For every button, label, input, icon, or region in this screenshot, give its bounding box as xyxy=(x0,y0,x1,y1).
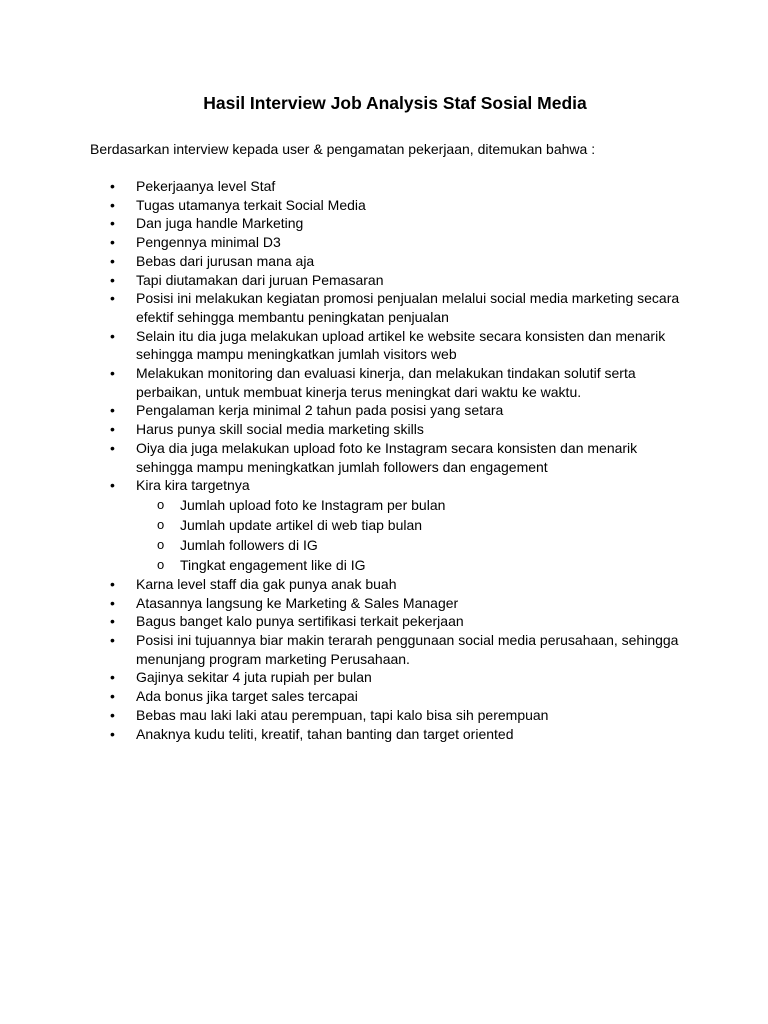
list-item-text: Bebas dari jurusan mana aja xyxy=(136,252,315,269)
bullet-icon: • xyxy=(110,594,115,611)
list-item xyxy=(0,725,768,744)
list-item xyxy=(0,631,768,668)
circle-bullet-icon: o xyxy=(157,516,165,532)
list-item-text: Selain itu dia juga melakukan upload artikel ke website secara konsisten dan menarik sehingga mampu meningkatkan jumlah visitors web xyxy=(136,327,666,363)
circle-bullet-icon: o xyxy=(157,496,165,512)
bullet-icon: • xyxy=(110,234,115,251)
bullet-icon: • xyxy=(110,327,115,344)
list-item xyxy=(0,687,768,706)
list-item xyxy=(0,233,768,252)
list-item xyxy=(0,271,768,290)
sub-list-item xyxy=(136,495,688,515)
list-item xyxy=(0,401,768,420)
sub-list-item-text: Jumlah upload foto ke Instagram per bulan xyxy=(180,496,446,513)
list-item xyxy=(0,177,768,196)
bullet-icon: • xyxy=(110,669,115,686)
list-item-text: Harus punya skill social media marketing skills xyxy=(136,421,424,438)
list-item-text: Bagus banget kalo punya sertifikasi terkait pekerjaan xyxy=(136,613,464,630)
list-item xyxy=(0,214,768,233)
bullet-icon: • xyxy=(110,706,115,723)
list-item-text: Posisi ini melakukan kegiatan promosi penjualan melalui social media marketing secara efektif sehingga membantu peningkatan penjualan xyxy=(136,290,680,325)
bullet-icon: • xyxy=(110,439,115,456)
list-item xyxy=(0,594,768,613)
list-item-text: Bebas mau laki laki atau perempuan, tapi kalo bisa sih perempuan xyxy=(136,706,549,723)
list-item xyxy=(0,420,768,439)
sub-list-item-text: Jumlah followers di IG xyxy=(180,536,318,553)
bullet-icon: • xyxy=(110,725,115,742)
list-item-text: Melakukan monitoring dan evaluasi kinerja, dan melakukan tindakan solutif serta perbaikan, untuk membuat kinerja terus meningkat dari waktu ke waktu. xyxy=(136,365,636,400)
list-item xyxy=(0,476,768,575)
list-item-text: Posisi ini tujuannya biar makin terarah penggunaan social media perusahaan, sehingga menunjang program marketing Perusahaan. xyxy=(136,632,679,667)
bullet-icon: • xyxy=(110,252,115,269)
list-item-text: Pengalaman kerja minimal 2 tahun pada posisi yang setara xyxy=(136,402,504,419)
bullet-icon: • xyxy=(110,688,115,705)
document-title: Hasil Interview Job Analysis Staf Sosial Media xyxy=(203,93,587,113)
list-item-text: Karna level staff dia gak punya anak buah xyxy=(136,575,397,592)
list-item xyxy=(0,612,768,631)
sub-list-item xyxy=(136,555,688,575)
bullet-icon: • xyxy=(110,402,115,419)
circle-bullet-icon: o xyxy=(157,536,165,552)
circle-bullet-icon: o xyxy=(157,556,165,572)
list-item-text: Pekerjaanya level Staf xyxy=(136,178,276,194)
list-item xyxy=(0,327,768,364)
bullet-icon: • xyxy=(110,178,115,194)
list-item-text: Tugas utamanya terkait Social Media xyxy=(136,196,366,213)
sub-list-item-text: Jumlah update artikel di web tiap bulan xyxy=(180,516,423,533)
bullet-icon: • xyxy=(110,271,115,288)
sub-list-item xyxy=(136,535,688,555)
list-item xyxy=(0,439,768,476)
list-item-text: Dan juga handle Marketing xyxy=(136,215,304,232)
list-item xyxy=(0,196,768,215)
list-item-text: Oiya dia juga melakukan upload foto ke Instagram secara konsisten dan menarik sehingga mampu meningkatkan jumlah followers dan engagement xyxy=(136,439,638,475)
intro-paragraph: Berdasarkan interview kepada user & pengamatan pekerjaan, ditemukan bahwa : xyxy=(90,141,596,157)
list-item-text: Anaknya kudu teliti, kreatif, tahan banting dan target oriented xyxy=(136,725,514,742)
bullet-icon: • xyxy=(110,421,115,438)
list-item-text: Pengennya minimal D3 xyxy=(136,234,281,251)
list-item-text: Ada bonus jika target sales tercapai xyxy=(136,688,358,705)
list-item-text: Tapi diutamakan dari juruan Pemasaran xyxy=(136,271,384,288)
list-item xyxy=(0,289,768,326)
sub-list xyxy=(136,495,688,575)
bullet-icon: • xyxy=(110,477,115,494)
bullet-icon: • xyxy=(110,290,115,307)
bullet-icon: • xyxy=(110,196,115,213)
list-item-text: Gajinya sekitar 4 juta rupiah per bulan xyxy=(136,669,372,686)
list-item xyxy=(0,668,768,687)
bullet-icon: • xyxy=(110,365,115,382)
bullet-icon: • xyxy=(110,632,115,649)
bullet-list xyxy=(0,177,768,743)
bullet-icon: • xyxy=(110,613,115,630)
bullet-icon: • xyxy=(110,215,115,232)
list-item xyxy=(0,706,768,725)
list-item-text: Kira kira targetnya xyxy=(136,477,250,494)
sub-list-item xyxy=(136,515,688,535)
list-item xyxy=(0,252,768,271)
list-item xyxy=(0,575,768,594)
sub-list-item-text: Tingkat engagement like di IG xyxy=(180,556,366,573)
list-item xyxy=(0,364,768,401)
bullet-icon: • xyxy=(110,575,115,592)
list-item-text: Atasannya langsung ke Marketing & Sales Manager xyxy=(136,594,459,611)
